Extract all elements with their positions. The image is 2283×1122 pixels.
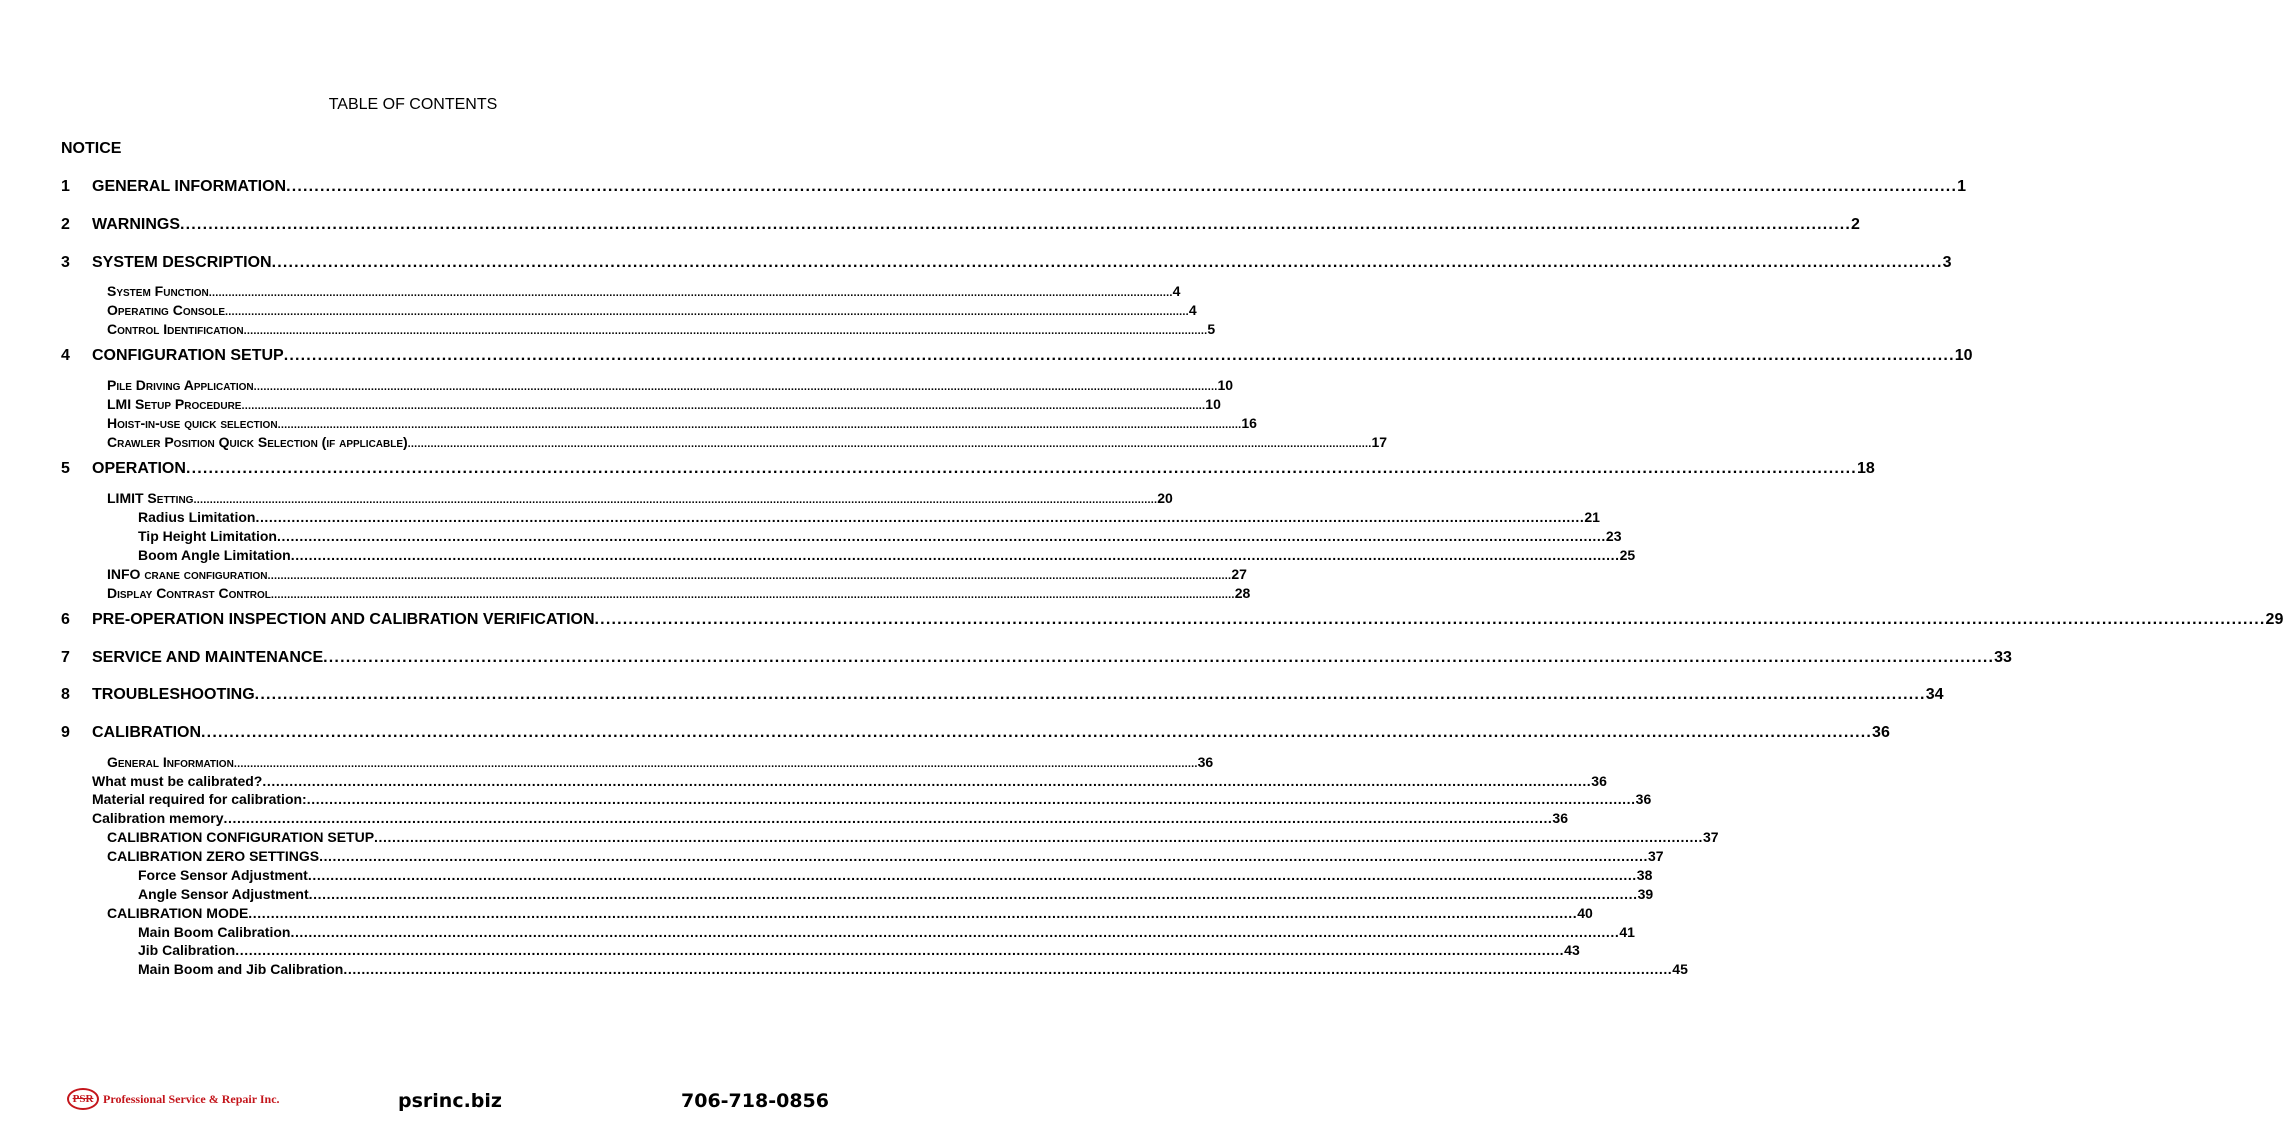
toc-entry-main-boom-calibration[interactable] [138,924,1635,940]
toc-page: 23 [1605,528,1622,544]
toc-label: CALIBRATION CONFIGURATION SETUP [107,829,375,845]
toc-page: 27 [1231,566,1247,582]
toc-label: Pile Driving Application [107,377,254,393]
toc-page: 16 [1241,415,1257,431]
toc-page: 38 [1636,867,1653,883]
toc-leader [255,686,1926,704]
toc-number: 4 [61,347,70,364]
toc-leader [271,589,1235,601]
toc-leader [595,611,2266,629]
toc-entry-force-sensor-adjustment[interactable] [138,867,1653,883]
toc-leader [291,547,1620,563]
toc-entry-limit-setting[interactable] [107,490,1173,506]
toc-leader [284,347,1955,365]
toc-page: 4 [1188,302,1197,318]
toc-page: 25 [1619,547,1636,563]
toc-label: CALIBRATION MODE [107,905,249,921]
toc-leader [278,419,1242,431]
toc-label: Jib Calibration [138,942,236,958]
toc-number: 1 [61,178,70,195]
toc-page: 37 [1648,848,1664,864]
toc-label: LIMIT Setting [107,490,194,506]
toc-label: Tip Height Limitation [138,528,277,544]
toc-entry-3[interactable] [61,254,1952,272]
toc-page: 2 [1851,216,1860,233]
toc-page: 18 [1856,460,1875,477]
toc-label: SYSTEM DESCRIPTION [92,254,272,271]
company-name: Professional Service & Repair Inc. [103,1091,280,1106]
toc-leader [290,924,1619,940]
toc-leader [343,961,1672,977]
toc-page: 45 [1672,961,1688,977]
toc-leader [248,905,1577,921]
toc-page: 1 [1957,178,1966,195]
toc-page: 5 [1207,321,1216,337]
toc-label: Material required for calibration: [92,791,307,807]
toc-entry-angle-sensor-adjustment[interactable] [138,886,1654,902]
page-title: TABLE OF CONTENTS [328,96,498,113]
toc-label: CALIBRATION [92,724,202,741]
toc-label: Display Contrast Control [107,585,271,601]
toc-entry-calibration-zero-settings[interactable] [107,848,1664,864]
toc-page: 4 [1172,283,1181,299]
toc-leader [262,773,1591,789]
toc-leader [267,570,1231,582]
toc-leader [201,724,1872,742]
toc-entry-crawler-position[interactable] [107,434,1388,450]
toc-entry-what-must-be-calibrated[interactable] [92,773,1607,789]
toc-page: 10 [1954,347,1973,364]
toc-page: 20 [1157,490,1173,506]
toc-page: 36 [1552,810,1568,826]
toc-label: LMI Setup Procedure [107,396,242,412]
toc-entry-calibration-configuration-setup[interactable] [107,829,1719,845]
toc-label: Boom Angle Limitation [138,547,291,563]
toc-leader [223,810,1552,826]
toc-page: 17 [1371,434,1388,450]
toc-page: 36 [1635,791,1652,807]
toc-number: 7 [61,649,70,666]
notice-heading: NOTICE [61,140,122,157]
toc-entry-general-information[interactable] [107,754,1214,770]
toc-leader [286,178,1957,196]
toc-entry-display-contrast-control[interactable] [107,585,1251,601]
toc-label: CONFIGURATION SETUP [92,347,284,364]
toc-entry-pile-driving[interactable] [107,377,1234,393]
toc-page: 3 [1942,254,1952,271]
toc-page: 41 [1619,924,1635,940]
toc-label: Crawler Position Quick Selection (if applicable) [107,434,408,450]
toc-label: Control Identification [107,321,244,337]
toc-entry-tip-height-limitation[interactable] [138,528,1622,544]
toc-entry-lmi-setup[interactable] [107,396,1221,412]
toc-label: General Information [107,754,234,770]
toc-entry-calibration-mode[interactable] [107,905,1593,921]
toc-entry-radius-limitation[interactable] [138,509,1600,525]
toc-number: 2 [61,216,70,233]
toc-entry-jib-calibration[interactable] [138,942,1580,958]
toc-entry-main-boom-and-jib-calibration[interactable] [138,961,1688,977]
toc-entry-7[interactable] [61,649,2012,667]
toc-entry-control-identification[interactable] [107,321,1216,337]
toc-leader [193,494,1157,506]
toc-label: Operating Console [107,302,226,318]
toc-label: Main Boom Calibration [138,924,291,940]
toc-entry-hoist-in-use[interactable] [107,415,1257,431]
toc-label: SERVICE AND MAINTENANCE [92,649,324,666]
toc-label: CALIBRATION ZERO SETTINGS [107,848,320,864]
toc-entry-9[interactable] [61,724,1890,742]
toc-leader [374,829,1703,845]
toc-entry-8[interactable] [61,686,1944,704]
toc-label: WARNINGS [92,216,180,233]
toc-label: Angle Sensor Adjustment [138,886,309,902]
toc-entry-1[interactable] [61,178,1966,196]
toc-leader [272,254,1943,272]
toc-page: 36 [1591,773,1607,789]
toc-label: TROUBLESHOOTING [92,686,255,703]
toc-page: 39 [1637,886,1654,902]
toc-number: 6 [61,611,70,628]
company-logo [67,1088,280,1110]
toc-label: Calibration memory [92,810,224,826]
toc-page: 28 [1234,585,1251,601]
toc-page: 43 [1564,942,1580,958]
toc-page: 37 [1702,829,1719,845]
toc-entry-4[interactable] [61,347,1973,365]
toc-leader [241,400,1205,412]
footer-website[interactable]: psrinc.biz [398,1090,502,1112]
toc-leader [180,216,1851,234]
toc-label: PRE-OPERATION INSPECTION AND CALIBRATION VERIFICATION [92,611,595,628]
toc-page: 10 [1217,377,1234,393]
toc-label: Hoist-in-use quick selection [107,415,278,431]
toc-page: 29 [2265,611,2283,628]
footer-phone: 706-718-0856 [681,1090,829,1112]
toc-leader [307,791,1636,807]
toc-entry-boom-angle-limitation[interactable] [138,547,1636,563]
toc-entry-info-crane-configuration[interactable] [107,566,1247,582]
toc-leader [255,509,1584,525]
toc-entry-operating-console[interactable] [107,302,1197,318]
toc-page: 36 [1872,724,1890,741]
toc-entry-system-function[interactable] [107,283,1181,299]
toc-page: 10 [1205,396,1221,412]
toc-leader [234,758,1198,770]
toc-leader [277,528,1606,544]
toc-label: Force Sensor Adjustment [138,867,308,883]
toc-label: Radius Limitation [138,509,256,525]
toc-leader [244,325,1208,337]
toc-label: GENERAL INFORMATION [92,178,287,195]
toc-leader [308,867,1637,883]
toc-leader [323,649,1994,667]
toc-leader [209,287,1173,299]
toc-entry-2[interactable] [61,216,1860,234]
toc-label: INFO crane configuration [107,566,268,582]
toc-page: 34 [1925,686,1944,703]
toc-number: 3 [61,254,70,271]
toc-entry-calibration-memory[interactable] [92,810,1568,826]
toc-leader [319,848,1648,864]
toc-page: 36 [1197,754,1214,770]
toc-leader [309,886,1638,902]
toc-leader [408,438,1372,450]
toc-label: What must be calibrated? [92,773,263,789]
toc-number: 9 [61,724,70,741]
toc-page: 40 [1577,905,1593,921]
toc-number: 8 [61,686,70,703]
toc-leader [235,942,1564,958]
toc-label: System Function [107,283,209,299]
toc-label: Main Boom and Jib Calibration [138,961,344,977]
toc-number: 5 [61,460,70,477]
toc-entry-5[interactable] [61,460,1875,478]
toc-page: 21 [1584,509,1600,525]
toc-leader [225,306,1189,318]
toc-entry-6[interactable] [61,611,2283,629]
toc-leader [186,460,1857,478]
toc-page: 33 [1994,649,2012,666]
toc-label: OPERATION [92,460,186,477]
toc-leader [254,381,1218,393]
psr-logo-icon: PSR [67,1088,99,1110]
toc-entry-material-required[interactable] [92,791,1652,807]
